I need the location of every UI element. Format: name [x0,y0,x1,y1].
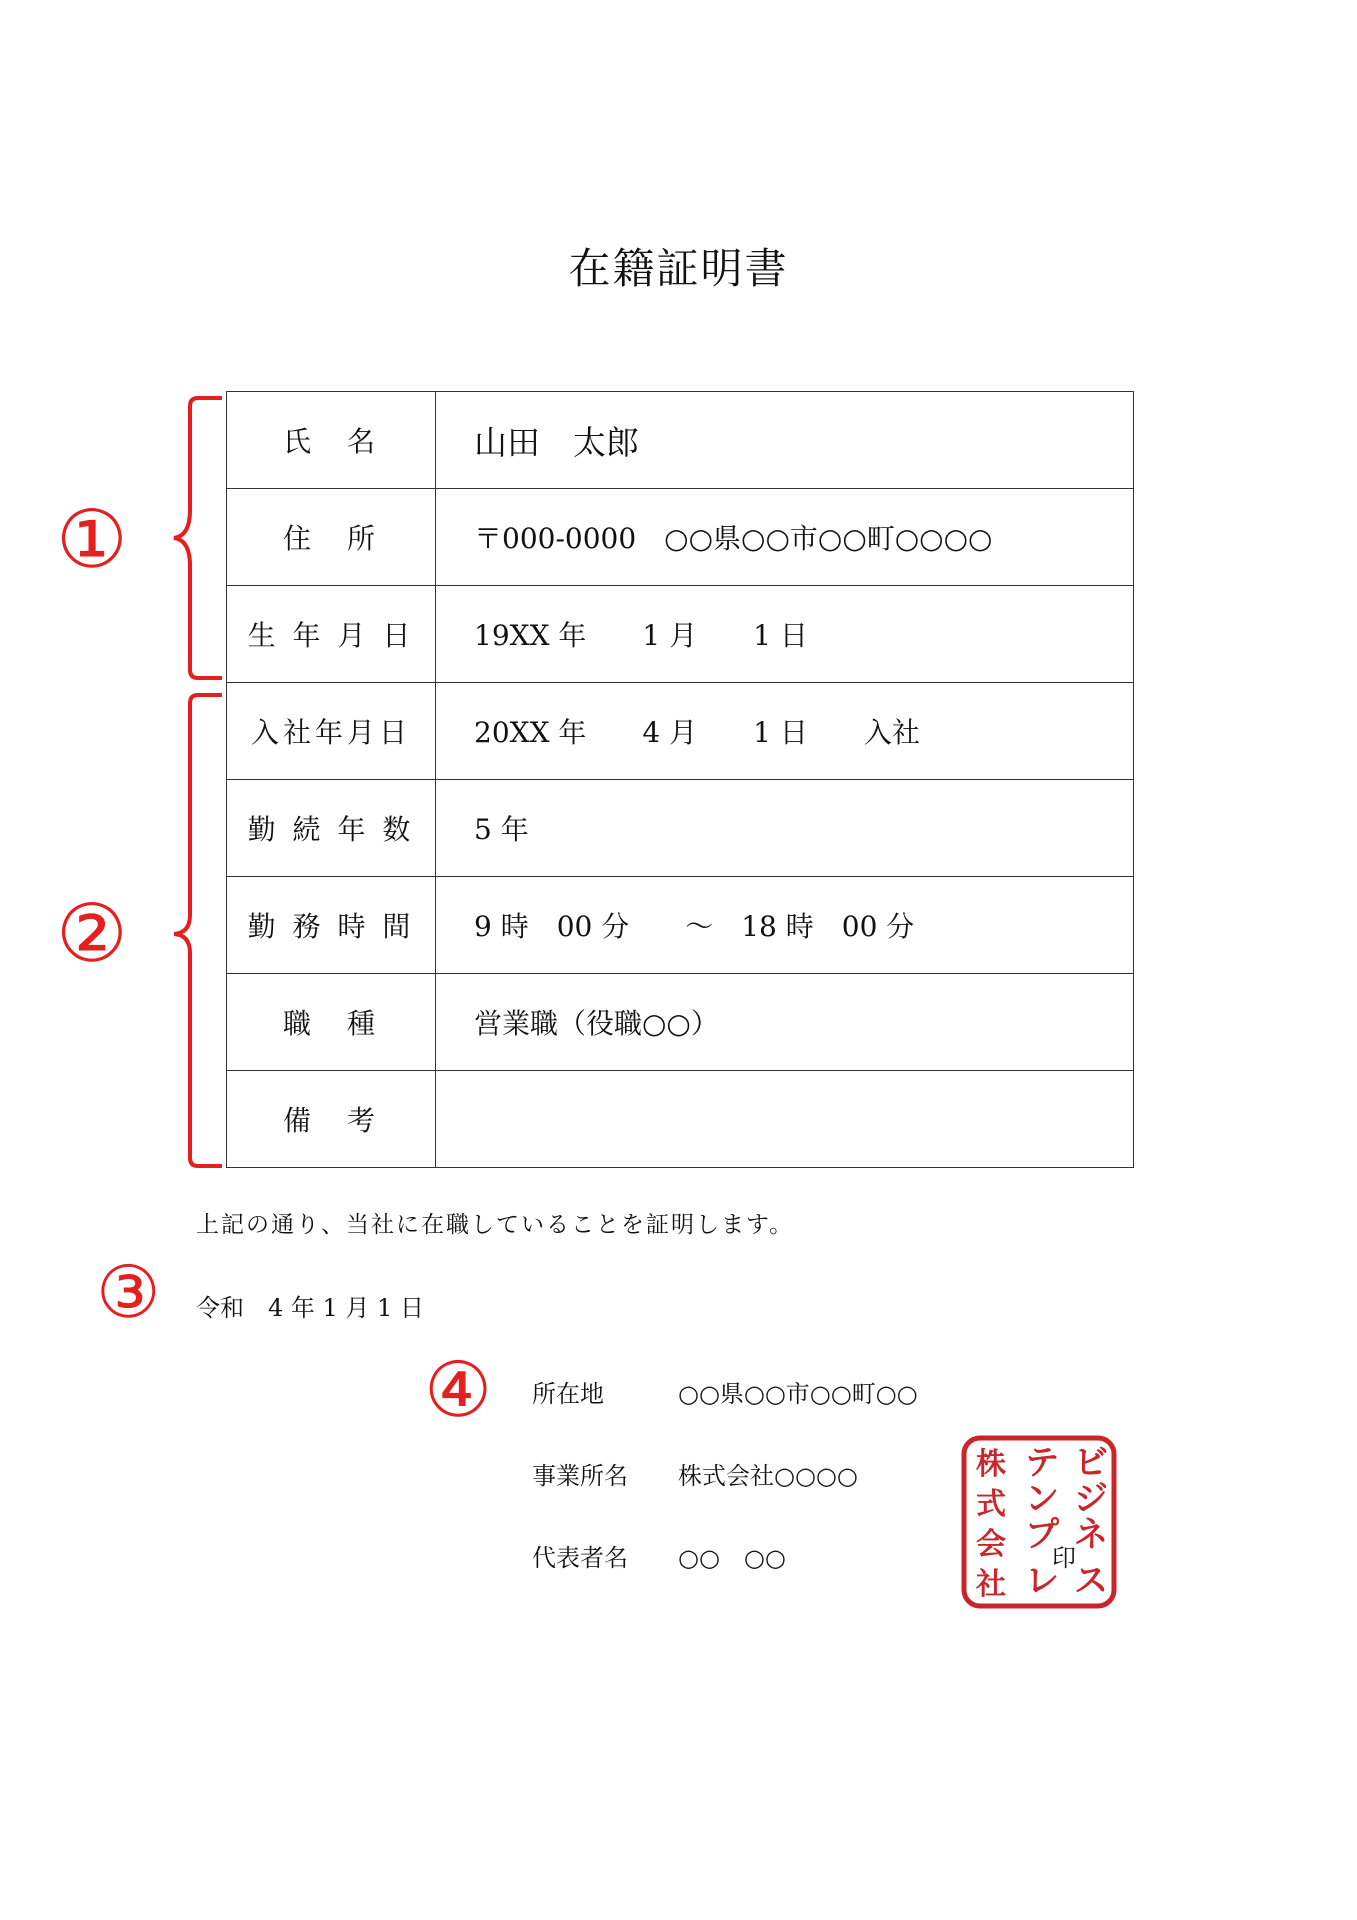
marker-3: ③ [96,1250,161,1334]
marker-1: ① [56,493,128,586]
row-label-hours: 勤 務 時 間 [227,877,436,974]
marker-2: ② [56,887,128,980]
svg-text:レ: レ [1025,1561,1059,1601]
row-value-job-type: 営業職（役職○○） [436,974,1134,1071]
table-row [227,1071,1134,1168]
svg-text:社: 社 [976,1567,1006,1602]
row-value-hours: 9 時 00 分 ～ 18 時 00 分 [436,877,1134,974]
row-label-years: 勤 続 年 数 [227,780,436,877]
company-seal [960,1434,1118,1610]
svg-text:式: 式 [976,1487,1006,1522]
certification-statement: 上記の通り、当社に在職していることを証明します。 [196,1212,795,1238]
document-title: 在籍証明書 [568,244,789,293]
svg-text:ネ: ネ [1074,1515,1108,1555]
svg-text:ビ: ビ [1074,1443,1108,1483]
svg-text:ジ: ジ [1074,1479,1108,1519]
bracket-2 [174,695,222,1166]
svg-text:会: 会 [976,1527,1006,1562]
row-label-birthdate: 生 年 月 日 [227,586,436,683]
bracket-decorations [170,388,230,1188]
issue-date: 令和 4 年 1 月 1 日 [196,1294,424,1322]
row-value-remarks [436,1071,1134,1168]
table-row [227,974,1134,1071]
office-label: 事業所名 [532,1462,628,1490]
svg-text:プ: プ [1025,1515,1059,1555]
location-value: ○○県○○市○○町○○ [678,1380,918,1408]
office-value: 株式会社○○○○ [678,1462,858,1490]
row-value-address: 〒000-0000 ○○県○○市○○町○○○○ [436,489,1134,586]
svg-text:テ: テ [1025,1443,1059,1483]
row-value-join-date: 20XX 年 4 月 1 日 入社 [436,683,1134,780]
table-row [227,780,1134,877]
row-label-job-type: 職 種 [227,974,436,1071]
seal-mark-label: 印 [1052,1544,1076,1572]
svg-text:ス: ス [1074,1561,1108,1601]
svg-text:ン: ン [1025,1479,1059,1519]
row-value-birthdate: 19XX 年 1 月 1 日 [436,586,1134,683]
location-label: 所在地 [532,1380,604,1408]
row-value-name: 山田 太郎 [436,392,1134,489]
row-label-remarks: 備 考 [227,1071,436,1168]
svg-text:株: 株 [976,1447,1006,1482]
bracket-1 [174,398,222,678]
seal-icon [960,1434,1118,1610]
representative-label: 代表者名 [532,1544,628,1572]
representative-value: ○○ ○○ [678,1544,786,1572]
table-row [227,683,1134,780]
table-row [227,392,1134,489]
row-value-years: 5 年 [436,780,1134,877]
table-row [227,877,1134,974]
row-label-name: 氏 名 [227,392,436,489]
certificate-table [226,391,1134,1168]
row-label-address: 住 所 [227,489,436,586]
marker-4: ④ [424,1345,493,1434]
row-label-join-date: 入社年月日 [227,683,436,780]
table-row [227,489,1134,586]
table-row [227,586,1134,683]
